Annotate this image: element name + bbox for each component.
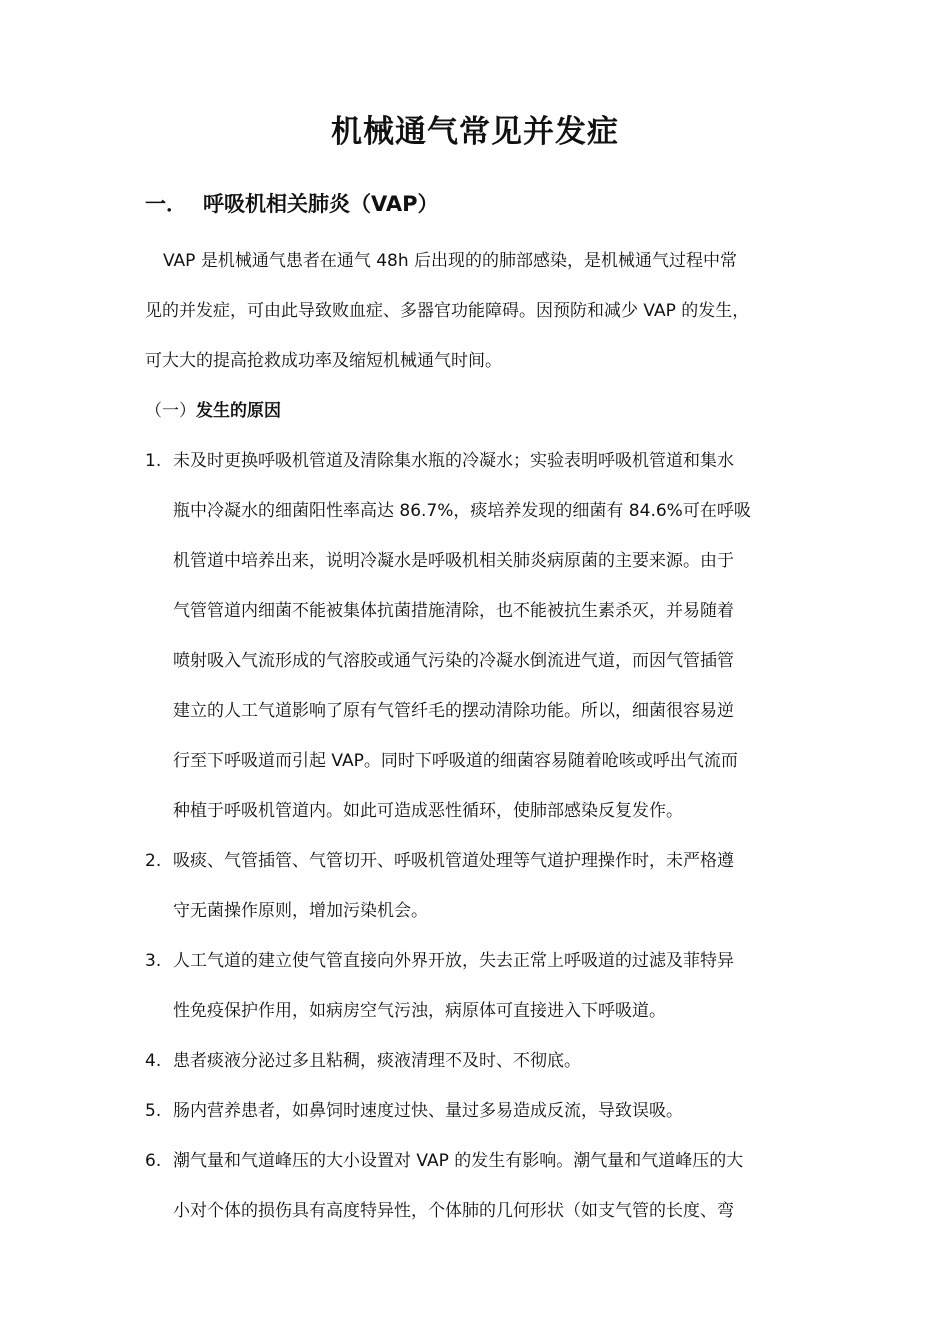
- list-item-line: 行至下呼吸道而引起 VAP。同时下呼吸道的细菌容易随着呛咳或呼出气流而: [173, 751, 738, 771]
- section-title: 呼吸机相关肺炎（VAP）: [203, 192, 439, 216]
- section-heading: [145, 186, 438, 222]
- list-item: [145, 836, 809, 936]
- list-marker: 2.: [145, 851, 162, 871]
- list-marker: 1.: [145, 451, 162, 471]
- list-marker: 6.: [145, 1151, 162, 1171]
- list-item-line: 气管管道内细菌不能被集体抗菌措施清除，也不能被抗生素杀灭，并易随着: [173, 601, 734, 621]
- list-item-line: 喷射吸入气流形成的气溶胶或通气污染的冷凝水倒流进气道，而因气管插管: [173, 651, 734, 671]
- paragraph-line: 见的并发症，可由此导致败血症、多器官功能障碍。因预防和减少 VAP 的发生，: [145, 301, 750, 321]
- list-item-line: 性免疫保护作用，如病房空气污浊，病原体可直接进入下呼吸道。: [173, 1001, 666, 1021]
- subsection-heading: [145, 386, 281, 436]
- list-item-line: 人工气道的建立使气管直接向外界开放，失去正常上呼吸道的过滤及菲特异: [173, 951, 734, 971]
- subsection-number: （一）: [145, 401, 196, 421]
- document-title: 机械通气常见并发症: [331, 114, 619, 150]
- list-item: [145, 1036, 809, 1086]
- list-item-line: 肠内营养患者，如鼻饲时速度过快、量过多易造成反流，导致误吸。: [173, 1101, 683, 1121]
- list-item-line: 建立的人工气道影响了原有气管纤毛的摆动清除功能。所以，细菌很容易逆: [173, 701, 734, 721]
- list-marker: 5.: [145, 1101, 162, 1121]
- section-number: 一．: [145, 192, 187, 216]
- list-item-line: 未及时更换呼吸机管道及清除集水瓶的冷凝水；实验表明呼吸机管道和集水: [173, 451, 734, 471]
- paragraph-line: VAP 是机械通气患者在通气 48h 后出现的的肺部感染，是机械通气过程中常: [163, 251, 738, 271]
- list-item: [145, 1136, 809, 1236]
- paragraph-line: 可大大的提高抢救成功率及缩短机械通气时间。: [145, 351, 502, 371]
- list-item: [145, 936, 809, 1036]
- causes-list: [145, 436, 809, 1236]
- list-item-line: 患者痰液分泌过多且粘稠，痰液清理不及时、不彻底。: [173, 1051, 581, 1071]
- list-item-line: 机管道中培养出来，说明冷凝水是呼吸机相关肺炎病原菌的主要来源。由于: [173, 551, 734, 571]
- list-item-line: 瓶中冷凝水的细菌阳性率高达 86.7%，痰培养发现的细菌有 84.6%可在呼吸: [173, 501, 751, 521]
- list-item-line: 潮气量和气道峰压的大小设置对 VAP 的发生有影响。潮气量和气道峰压的大: [173, 1151, 744, 1171]
- list-item-line: 小对个体的损伤具有高度特异性，个体肺的几何形状（如支气管的长度、弯: [173, 1201, 734, 1221]
- list-item: [145, 436, 809, 836]
- list-marker: 4.: [145, 1051, 162, 1071]
- subsection-title: 发生的原因: [196, 401, 281, 421]
- intro-paragraph: [145, 236, 809, 386]
- list-marker: 3.: [145, 951, 162, 971]
- list-item: [145, 1086, 809, 1136]
- list-item-line: 吸痰、气管插管、气管切开、呼吸机管道处理等气道护理操作时，未严格遵: [173, 851, 734, 871]
- list-item-line: 守无菌操作原则，增加污染机会。: [173, 901, 428, 921]
- list-item-line: 种植于呼吸机管道内。如此可造成恶性循环，使肺部感染反复发作。: [173, 801, 683, 821]
